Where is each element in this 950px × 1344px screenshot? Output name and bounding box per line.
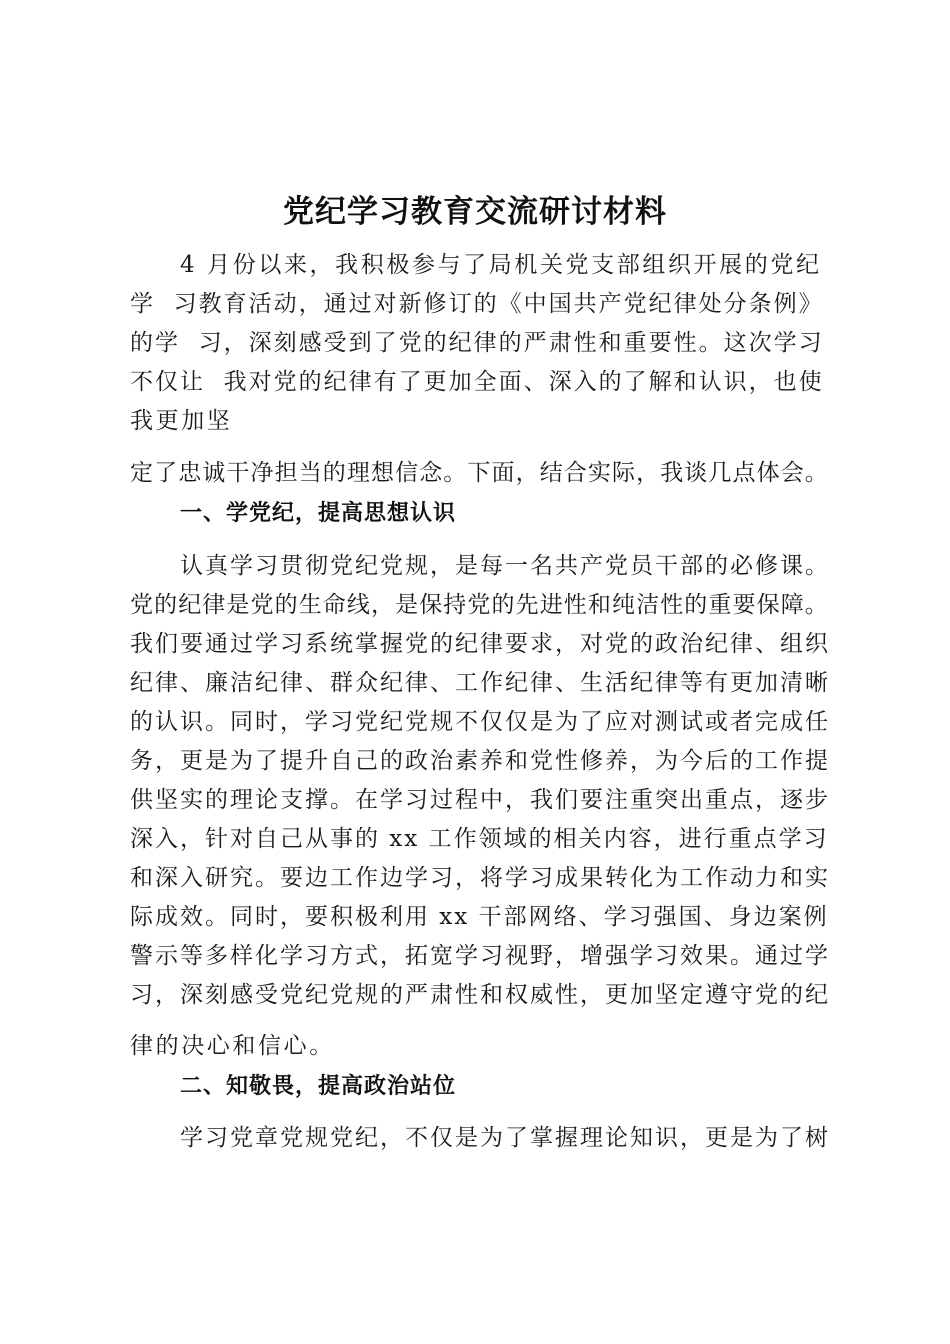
intro-line-3: 的学 习，深刻感受到了党的纪律的严肃性和重要性。这次学习 bbox=[130, 330, 824, 356]
section-1-line: 纪律、廉洁纪律、群众纪律、工作纪律、生活纪律等有更加清晰 bbox=[130, 670, 830, 696]
section-2-heading: 二、知敬畏，提高政治站位 bbox=[180, 1074, 457, 1099]
section-1-line: 认真学习贯彻党纪党规，是每一名共产党员干部的必修课。 bbox=[180, 553, 830, 579]
section-1-line: 我们要通过学习系统掌握党的纪律要求，对党的政治纪律、组织 bbox=[130, 631, 830, 657]
intro-line-1: 4 月份以来，我积极参与了局机关党支部组织开展的党纪 bbox=[180, 252, 822, 278]
section-1-line: 律的决心和信心。 bbox=[130, 1033, 335, 1059]
intro-line-2: 学 习教育活动，通过对新修订的《中国共产党纪律处分条例》 bbox=[130, 291, 824, 317]
section-2-line: 学习党章党规党纪，不仅是为了掌握理论知识，更是为了树 bbox=[180, 1125, 830, 1151]
section-1-line: 党的纪律是党的生命线，是保持党的先进性和纯洁性的重要保障。 bbox=[130, 592, 829, 618]
section-1-line: 际成效。同时，要积极利用 xx 干部网络、学习强国、身边案例 bbox=[130, 904, 829, 930]
intro-line-4: 不仅让 我对党的纪律有了更加全面、深入的了解和认识，也使 bbox=[130, 369, 824, 395]
section-1-line: 和深入研究。要边工作边学习，将学习成果转化为工作动力和实 bbox=[130, 865, 830, 891]
section-1-line: 的认识。同时，学习党纪党规不仅仅是为了应对测试或者完成任 bbox=[130, 709, 830, 735]
section-1-line: 习，深刻感受党纪党规的严肃性和权威性，更加坚定遵守党的纪 bbox=[130, 982, 830, 1008]
intro-line-6: 定了忠诚干净担当的理想信念。下面，结合实际，我谈几点体会。 bbox=[130, 460, 829, 486]
section-1-line: 警示等多样化学习方式，拓宽学习视野，增强学习效果。通过学 bbox=[130, 943, 830, 969]
section-1-line: 供坚实的理论支撑。在学习过程中，我们要注重突出重点，逐步 bbox=[130, 787, 830, 813]
document-title: 党纪学习教育交流研讨材料 bbox=[283, 194, 667, 230]
intro-line-5: 我更加坚 bbox=[130, 408, 233, 434]
section-1-line: 务，更是为了提升自己的政治素养和党性修养，为今后的工作提 bbox=[130, 748, 830, 774]
section-1-line: 深入，针对自己从事的 xx 工作领域的相关内容，进行重点学习 bbox=[130, 826, 829, 852]
section-1-heading: 一、学党纪，提高思想认识 bbox=[180, 501, 457, 526]
